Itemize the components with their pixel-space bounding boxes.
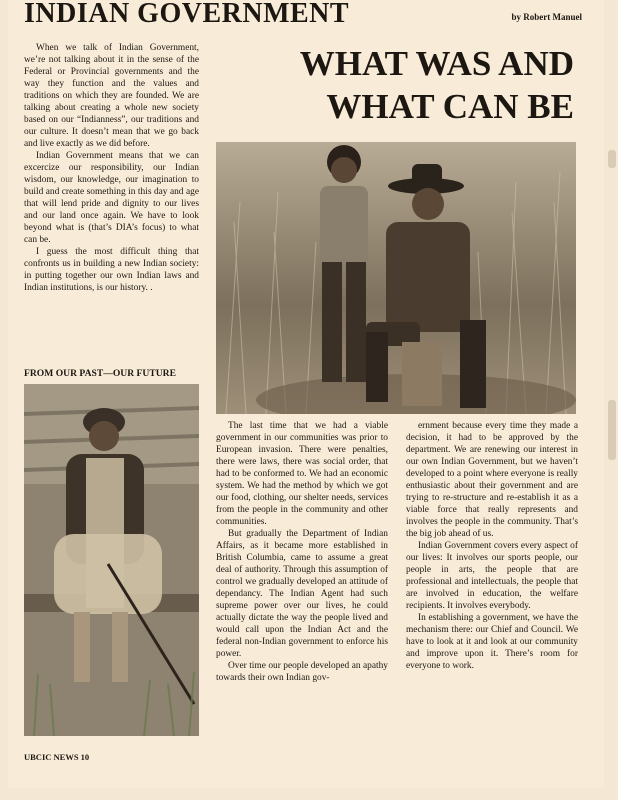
author-byline: by Robert Manuel bbox=[511, 12, 582, 22]
paragraph: The last time that we had a viable government in our communities was prior to European invasion. There were penalties, there were laws, there was social order, that had to be conformed to. We had an economic system. We had the method by which we got our food, clothing, our shelter needs, services from the people in the community and other communities. bbox=[216, 421, 388, 527]
paragraph: I guess the most difficult thing that confronts us in building a new Indian society: in putting together our own Indian laws and Indian institutions, is our history. . bbox=[24, 247, 199, 293]
newsletter-page bbox=[8, 0, 604, 788]
elder-photograph bbox=[24, 384, 199, 736]
article-column-3 bbox=[406, 420, 578, 672]
page-footer: UBCIC NEWS 10 bbox=[24, 752, 90, 762]
section-title: INDIAN GOVERNMENT bbox=[24, 0, 350, 29]
headline-line-1: WHAT WAS AND bbox=[299, 44, 574, 83]
photo-subheading: FROM OUR PAST—OUR FUTURE bbox=[24, 368, 176, 379]
main-photograph bbox=[216, 142, 576, 414]
paragraph: ernment because every time they made a decision, it had to be approved by the department. We are renewing our interest in our own Indian Government, but we haven’t developed to a point where everyone is really enthusiastic about their government and are trying to re-structure and re-establish it as a viable force that really represents and involves the people in the community. That’s the big job ahead of us. bbox=[406, 421, 578, 539]
margin-smudge bbox=[608, 150, 616, 168]
paragraph: When we talk of Indian Government, we’re not talking about it in the sense of the Federal or Provincial governments and the way they function and the values and traditions on which they are founded. We are talking about creating a whole new society based on our “Indianness”, our traditions and our culture. It doesn’t mean that we go back and live exactly as we did before. bbox=[24, 43, 199, 149]
paragraph: Over time our people developed an apathy towards their own Indian gov- bbox=[216, 661, 388, 683]
elder-illustration bbox=[24, 384, 199, 736]
article-column-2 bbox=[216, 420, 388, 684]
paragraph: Indian Government means that we can excercize our responsibility, our Indian wisdom, our knowledge, our imagination to build and create something in this day and age that will lend pride and dignity to our lives and our land once again. We have to look beyond what is (that’s DIA’s focus) to what can be. bbox=[24, 151, 199, 245]
article-column-1 bbox=[24, 42, 199, 294]
paragraph: Indian Government covers every aspect of our lives: It involves our sports people, our people in arts, the people that are professional and intellectuals, the people that are involved in education, the welfare recipients. It involves everybody. bbox=[406, 541, 578, 611]
margin-smudge bbox=[608, 400, 616, 460]
article-headline bbox=[194, 42, 574, 128]
photo-illustration bbox=[216, 142, 576, 414]
paragraph: But gradually the Department of Indian Affairs, as it became more established in British Columbia, came to assume a great deal of authority. Through this assumption of control we gradually developed an attitude of dependancy. The Indian Agent had such supreme power over our lives, he could actually dictate the way the people lived and would call upon the Indian Act and the federal non-Indian government to enforce his power. bbox=[216, 529, 388, 659]
headline-line-2: WHAT CAN BE bbox=[326, 87, 574, 126]
paragraph: In establishing a government, we have the mechanism there: our Chief and Council. We have to look at it and look at our community and improve upon it. There’s room for everyone to work. bbox=[406, 613, 578, 671]
